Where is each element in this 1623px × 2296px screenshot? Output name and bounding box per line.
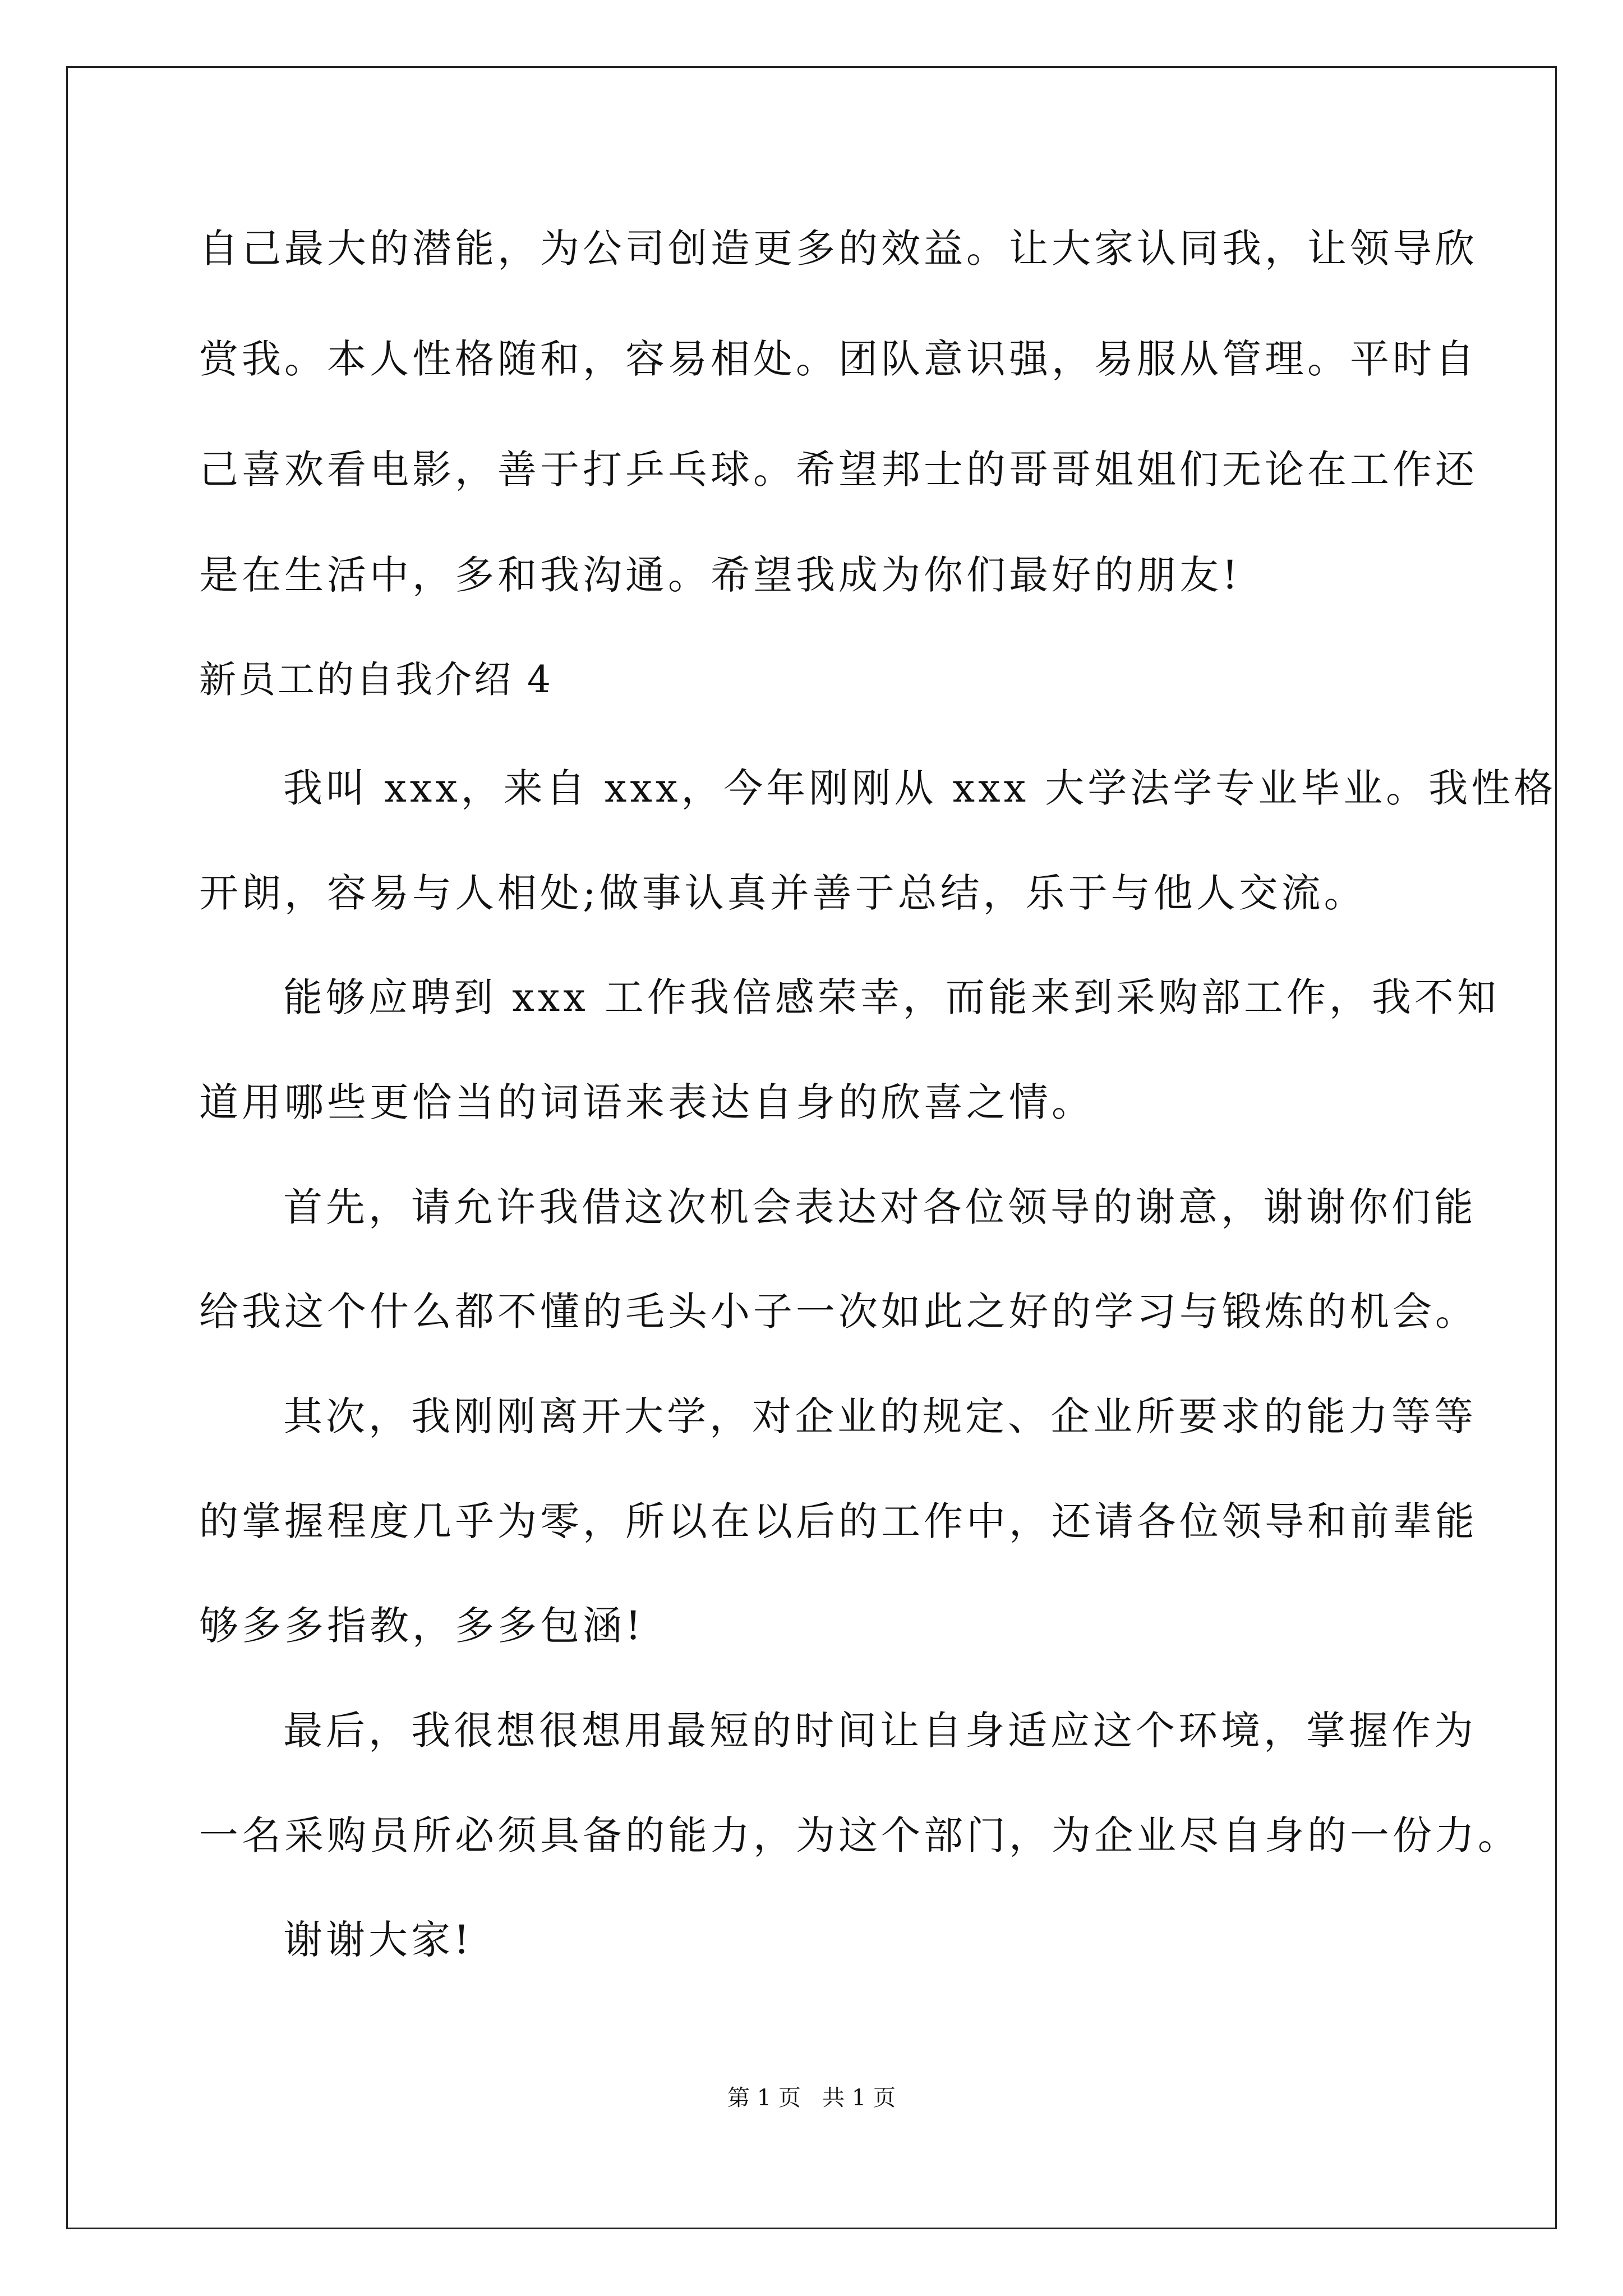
body-line: 能够应聘到 xxx 工作我倍感荣幸，而能来到采购部工作，我不知	[283, 974, 1500, 1020]
section-heading: 新员工的自我介绍 4	[199, 658, 553, 701]
body-line: 是在生活中，多和我沟通。希望我成为你们最好的朋友!	[199, 552, 1242, 598]
body-line: 的掌握程度几乎为零，所以在以后的工作中，还请各位领导和前辈能	[199, 1498, 1478, 1544]
body-line: 最后，我很想很想用最短的时间让自身适应这个环境，掌握作为	[283, 1708, 1477, 1754]
body-line: 自己最大的潜能，为公司创造更多的效益。让大家认同我，让领导欣	[199, 226, 1478, 272]
body-line: 道用哪些更恰当的词语来表达自身的欣喜之情。	[199, 1079, 1094, 1125]
body-line: 一名采购员所必须具备的能力，为这个部门，为企业尽自身的一份力。	[199, 1812, 1520, 1858]
body-line: 赏我。本人性格随和，容易相处。团队意识强，易服从管理。平时自	[199, 336, 1478, 382]
body-line: 己喜欢看电影，善于打乒乓球。希望邦士的哥哥姐姐们无论在工作还	[199, 447, 1478, 493]
body-line: 给我这个什么都不懂的毛头小子一次如此之好的学习与锻炼的机会。	[199, 1289, 1478, 1335]
body-line: 谢谢大家!	[283, 1917, 473, 1963]
page-frame	[66, 66, 1557, 2229]
body-line: 其次，我刚刚离开大学，对企业的规定、企业所要求的能力等等	[283, 1393, 1477, 1439]
body-line: 首先，请允许我借这次机会表达对各位领导的谢意，谢谢你们能	[283, 1184, 1477, 1230]
body-line: 开朗，容易与人相处;做事认真并善于总结，乐于与他人交流。	[199, 870, 1367, 916]
page-number-footer: 第 1 页 共 1 页	[727, 2085, 896, 2111]
body-line: 我叫 xxx，来自 xxx，今年刚刚从 xxx 大学法学专业毕业。我性格	[283, 765, 1557, 811]
body-line: 够多多指教，多多包涵!	[199, 1603, 645, 1649]
